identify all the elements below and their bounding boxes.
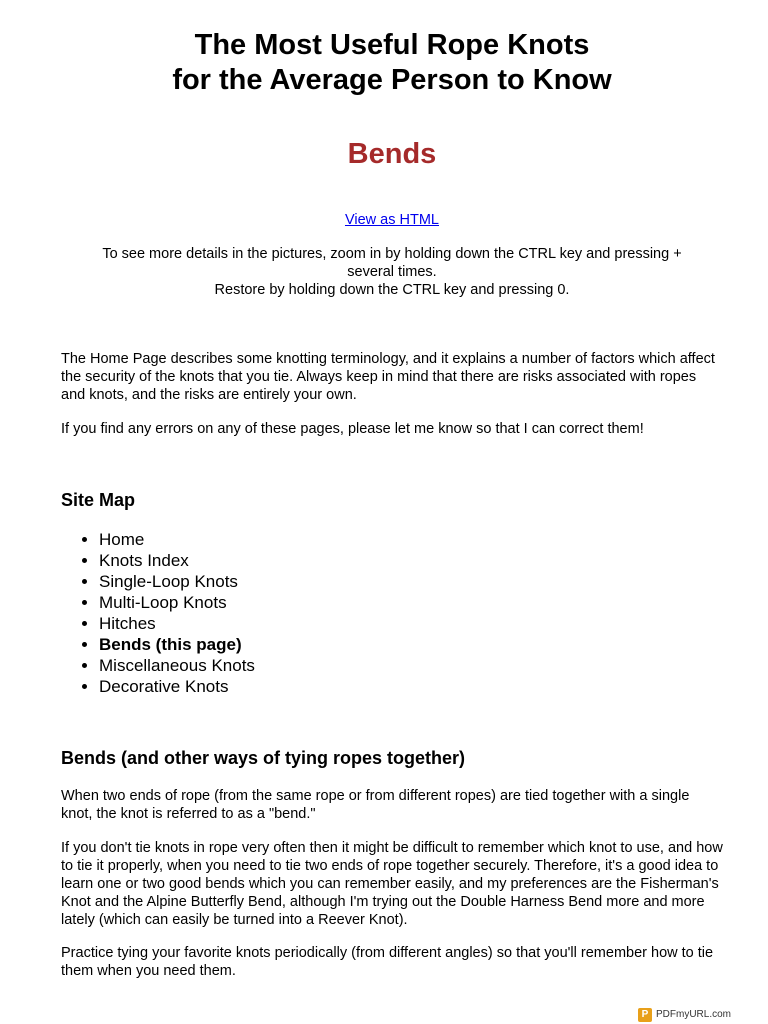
pdf-icon: P bbox=[638, 1008, 652, 1022]
zoom-instructions bbox=[61, 245, 723, 299]
sitemap-heading: Site Map bbox=[61, 490, 136, 510]
bends-heading: Bends (and other ways of tying ropes together) bbox=[61, 748, 466, 768]
zoom-instructions-line3: Restore by holding down the CTRL key and pressing 0. bbox=[214, 282, 570, 298]
view-as-html-row bbox=[61, 211, 723, 229]
sitemap-item-bends-current: • Bends (this page) bbox=[99, 634, 255, 655]
view-as-html-link[interactable]: View as HTML bbox=[344, 212, 439, 228]
page-title bbox=[61, 28, 723, 98]
sitemap-list bbox=[61, 529, 255, 697]
pdfmyurl-footer[interactable] bbox=[638, 1008, 731, 1022]
bends-paragraph-1: When two ends of rope (from the same rope or from different ropes) are tied together with a single knot, the knot is referred to as a "bend." bbox=[61, 788, 690, 822]
intro-paragraph: The Home Page describes some knotting terminology, and it explains a number of factors which affect the security of the knots that you tie. Always keep in mind that there are risks associated with ropes and knots, and the risks are entirely your own. bbox=[61, 351, 715, 403]
bends-paragraph-3: Practice tying your favorite knots periodically (from different angles) so that you'll remember how to tie them when you need them. bbox=[61, 945, 714, 979]
bends-paragraph-2: If you don't tie knots in rope very often then it might be difficult to remember which knot to use, and how to tie it properly, when you need to tie two ends of rope together securely. Therefore, it's a good idea to learn one or two good bends which you can remember easily, and my preferences are the Fisherman's Knot and the Alpine Butterfly Bend, although I'm trying out the Double Harness Bend more and more lately (which can easily be turned into a Reever Knot). bbox=[61, 840, 723, 928]
zoom-instructions-line2: several times. bbox=[347, 264, 437, 280]
sitemap-item-knots-index[interactable]: • Knots Index bbox=[99, 550, 255, 571]
page-title-line1: The Most Useful Rope Knots bbox=[194, 29, 590, 61]
errors-paragraph: If you find any errors on any of these pages, please let me know so that I can correct them! bbox=[61, 421, 644, 437]
sitemap-item-miscellaneous[interactable]: • Miscellaneous Knots bbox=[99, 655, 255, 676]
sitemap-item-multi-loop[interactable]: • Multi-Loop Knots bbox=[99, 592, 255, 613]
sitemap-item-single-loop[interactable]: • Single-Loop Knots bbox=[99, 571, 255, 592]
zoom-instructions-line1: To see more details in the pictures, zoom in by holding down the CTRL key and pressing + bbox=[102, 246, 682, 262]
sitemap-item-hitches[interactable]: • Hitches bbox=[99, 613, 255, 634]
footer-brand: PDFmyURL.com bbox=[655, 1009, 731, 1020]
section-title: Bends bbox=[347, 138, 437, 170]
sitemap-item-decorative[interactable]: • Decorative Knots bbox=[99, 676, 255, 697]
sitemap-item-home[interactable]: • Home bbox=[99, 529, 255, 550]
page-title-line2: for the Average Person to Know bbox=[172, 64, 612, 96]
